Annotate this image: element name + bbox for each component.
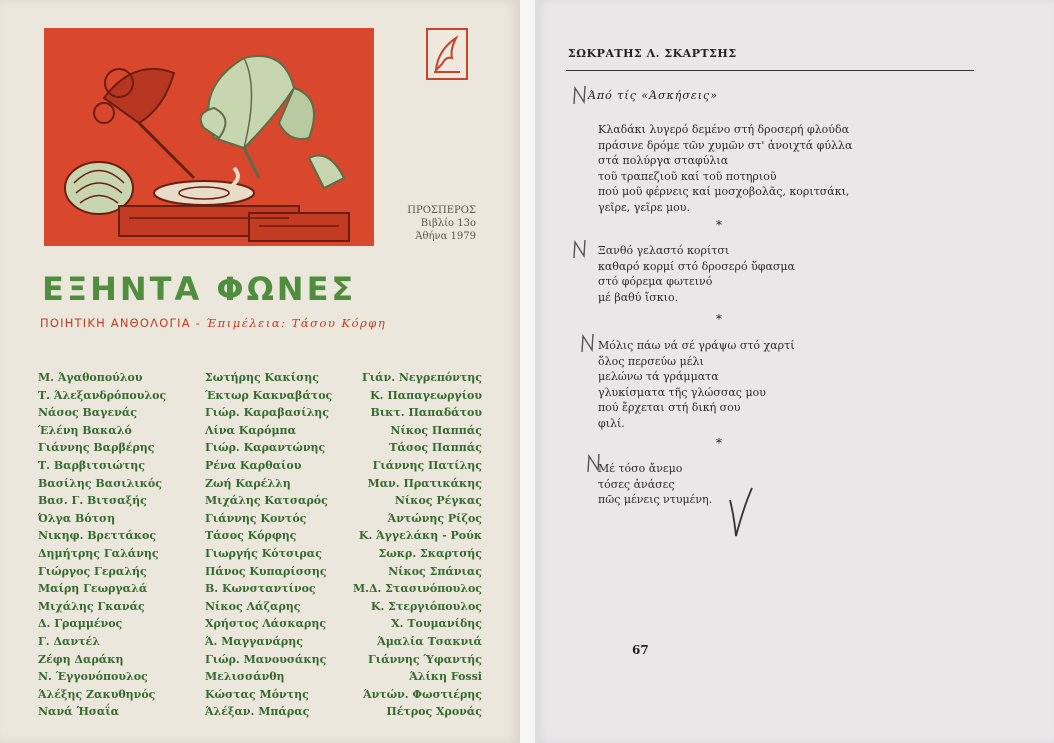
author-name: Μαίρη Γεωργαλά bbox=[38, 582, 148, 596]
poem-line: μελώνω τά γράμματα bbox=[598, 370, 719, 384]
author-name: Δ. Γραμμένος bbox=[38, 617, 123, 631]
poem-line: στά πολύργα σταφύλια bbox=[598, 154, 729, 168]
stanza-separator: * bbox=[716, 218, 722, 232]
author-name: Μιχάλης Κατσαρός bbox=[205, 494, 328, 508]
author-name: Άμαλία Τσακνιά bbox=[377, 634, 482, 648]
publication-place-year: Άθήνα 1979 bbox=[415, 231, 476, 242]
poem-line: πού μοῦ φέρνεις καί μοσχοβολᾶς, κοριτσάκι, bbox=[598, 185, 850, 199]
author-name: Λίνα Καρόμπα bbox=[205, 423, 297, 437]
poem-line: καθαρό κορμί στό δροσερό ὕφασμα bbox=[598, 259, 795, 273]
author-name: Πέτρος Χρονάς bbox=[386, 705, 482, 719]
author-name: Β. Κωνσταντίνος bbox=[205, 582, 316, 596]
author-name: Νικηφ. Βρεττάκος bbox=[38, 529, 157, 543]
author-name: Γιάννης Βαρβέρης bbox=[38, 441, 155, 455]
book-number: Βιβλίο 13ο bbox=[420, 218, 476, 229]
book-subtitle bbox=[40, 316, 480, 330]
stanza-4 bbox=[598, 461, 712, 508]
handwritten-checkmark-icon bbox=[726, 486, 756, 542]
stanza-3 bbox=[598, 338, 795, 432]
poem-line: Μέ τόσο ἄνεμο bbox=[598, 462, 683, 475]
author-name: Ζέφη Δαράκη bbox=[38, 652, 124, 666]
author-name: Γιώρ. Μανουσάκης bbox=[205, 652, 327, 666]
poem-section-title: Άπό τίς «Άσκήσεις» bbox=[588, 89, 718, 102]
header-rule bbox=[566, 70, 974, 71]
publisher-info bbox=[396, 204, 476, 243]
author-name: Κ. Παπαγεωργίου bbox=[370, 388, 482, 402]
author-name: Νάσος Βαγενάς bbox=[38, 406, 137, 420]
poem-line: μέ βαθύ ἴσκιο. bbox=[598, 290, 679, 304]
author-name: Έλένη Βακαλό bbox=[38, 423, 132, 437]
stanza-2 bbox=[598, 243, 795, 305]
author-name: Μ.Δ. Στασινόπουλος bbox=[352, 582, 482, 596]
quill-logo-icon bbox=[428, 30, 466, 78]
author-name: Όλγα Βότση bbox=[38, 511, 116, 525]
author-name: Βικτ. Παπαδάτου bbox=[370, 406, 482, 420]
author-name: Μελισσάνθη bbox=[205, 670, 285, 684]
author-name: Πάνος Κυπαρίσσης bbox=[205, 564, 327, 578]
author-name: Άντώνης Ρίζος bbox=[387, 511, 482, 525]
gramophone-illustration bbox=[44, 28, 374, 246]
handwritten-n-mark-icon bbox=[572, 238, 588, 260]
author-name: Τάσος Κόρφης bbox=[205, 529, 297, 543]
poem-line: φιλί. bbox=[598, 416, 625, 430]
stanza-1 bbox=[598, 122, 852, 216]
publisher-logo bbox=[426, 28, 468, 80]
poem-line: πράσινε δρόμε τῶν χυμῶν στ' ἀνοιχτά φύλλα bbox=[598, 138, 853, 152]
stanza-separator: * bbox=[716, 436, 722, 450]
poem-line: Μόλις πάω νά σέ γράψω στό χαρτί bbox=[598, 339, 795, 352]
author-name: Δημήτρης Γαλάνης bbox=[38, 546, 159, 560]
author-name: Ζωή Καρέλλη bbox=[205, 476, 291, 490]
author-name: Σωτήρης Κακίσης bbox=[205, 371, 319, 384]
author-name: Σωκρ. Σκαρτσής bbox=[378, 546, 482, 560]
author-name: Ν. Έγγονόπουλος bbox=[38, 670, 148, 684]
cover-illustration bbox=[44, 28, 374, 246]
author-name: Γιώργος Γεραλής bbox=[38, 564, 147, 578]
publisher-name: ΠΡΟΣΠΕΡΟΣ bbox=[407, 205, 476, 216]
author-name: Γιάν. Νεγρεπόντης bbox=[361, 371, 482, 384]
running-head: ΣΩΚΡΑΤΗΣ Λ. ΣΚΑΡΤΣΗΣ bbox=[568, 47, 737, 60]
poem-line: πού ἔρχεται στή δική σου bbox=[598, 401, 741, 415]
page-gutter bbox=[520, 0, 535, 743]
stanza-separator: * bbox=[716, 312, 722, 326]
poem-line: γλυκίσματα τῆς γλώσσας μου bbox=[598, 385, 766, 399]
authors-column-1 bbox=[38, 369, 166, 721]
poem-line: γεῖρε, γεῖρε μου. bbox=[598, 200, 690, 214]
poem-line: ὅλος περσεύω μέλι bbox=[598, 354, 704, 368]
author-name: Μ. Άγαθοπούλου bbox=[38, 371, 143, 384]
author-name: Γιώρ. Καραντώνης bbox=[205, 441, 326, 455]
author-name: Χρήστος Λάσκαρης bbox=[205, 617, 327, 631]
author-name: Νίκος Λάζαρης bbox=[205, 599, 301, 613]
author-name: Έκτωρ Κακναβάτος bbox=[205, 388, 333, 402]
authors-column-3 bbox=[340, 369, 482, 721]
page-number: 67 bbox=[632, 643, 649, 657]
author-name: Ά. Μαγγανάρης bbox=[205, 634, 303, 648]
poem-line: τόσες ἀνάσες bbox=[598, 477, 675, 491]
book-title: ΕΞΗΝΤΑ ΦΩΝΕΣ bbox=[42, 270, 357, 308]
author-name: Άλέξης Ζακυθηνός bbox=[38, 687, 156, 701]
author-name: Ρένα Καρθαίου bbox=[205, 458, 302, 472]
author-name: Τ. Βαρβιτσιώτης bbox=[38, 458, 145, 472]
author-name: Βασίλης Βασιλικός bbox=[38, 476, 162, 490]
author-name: Νίκος Ρέγκας bbox=[394, 494, 482, 508]
author-name: Νανά Ήσαΐα bbox=[38, 705, 120, 719]
author-name: Μιχάλης Γκανάς bbox=[38, 599, 145, 613]
author-name: Γιώρ. Καραβασίλης bbox=[205, 406, 329, 420]
author-name: Άντών. Φωστιέρης bbox=[363, 687, 482, 701]
author-name: Νίκος Παππάς bbox=[390, 423, 482, 437]
author-name: Άλέξαν. Μπάρας bbox=[205, 705, 310, 719]
author-name: Γιωργής Κότσιρας bbox=[205, 546, 322, 560]
author-name: Βασ. Γ. Βιτσαξής bbox=[38, 494, 147, 508]
author-name: Γ. Δαντέλ bbox=[38, 634, 100, 648]
poem-line: Κλαδάκι λυγερό δεμένο στή δροσερή φλούδα bbox=[598, 123, 850, 136]
authors-column-2 bbox=[205, 369, 332, 721]
author-name: Άλίκη Fossi bbox=[409, 670, 482, 684]
subtitle-editor: Έπιμέλεια: Τάσου Κόρφη bbox=[205, 316, 387, 330]
handwritten-n-mark-icon bbox=[572, 84, 588, 106]
author-name: Τάσος Παππάς bbox=[389, 441, 482, 455]
poem-line: στό φόρεμα φωτεινό bbox=[598, 275, 713, 289]
author-name: Κ. Άγγελάκη - Ρούκ bbox=[358, 529, 482, 543]
author-name: Κ. Στεργιόπουλος bbox=[370, 599, 482, 613]
handwritten-n-mark-icon bbox=[580, 332, 596, 354]
author-name: Χ. Τουμανίδης bbox=[391, 617, 482, 631]
author-name: Νίκος Σπάνιας bbox=[388, 564, 482, 578]
author-name: Γιάννης Κοντός bbox=[205, 511, 307, 525]
poem-line: πῶς μένεις ντυμένη. bbox=[598, 493, 713, 507]
subtitle-anthology: ΠΟΙΗΤΙΚΗ ΑΝΘΟΛΟΓΙΑ - bbox=[40, 316, 206, 330]
author-name: Τ. Άλεξανδρόπουλος bbox=[38, 388, 167, 402]
poem-line: τοῦ τραπεζιοῦ καί τοῦ ποτηριοῦ bbox=[598, 169, 777, 183]
author-name: Μαν. Πρατικάκης bbox=[367, 476, 482, 490]
author-name: Κώστας Μόντης bbox=[205, 687, 309, 701]
author-name: Γιάννης Ύφαντής bbox=[367, 652, 482, 666]
poem-line: Ξανθό γελαστό κορίτσι bbox=[598, 244, 730, 257]
author-name: Γιάννης Πατίλης bbox=[372, 458, 482, 472]
